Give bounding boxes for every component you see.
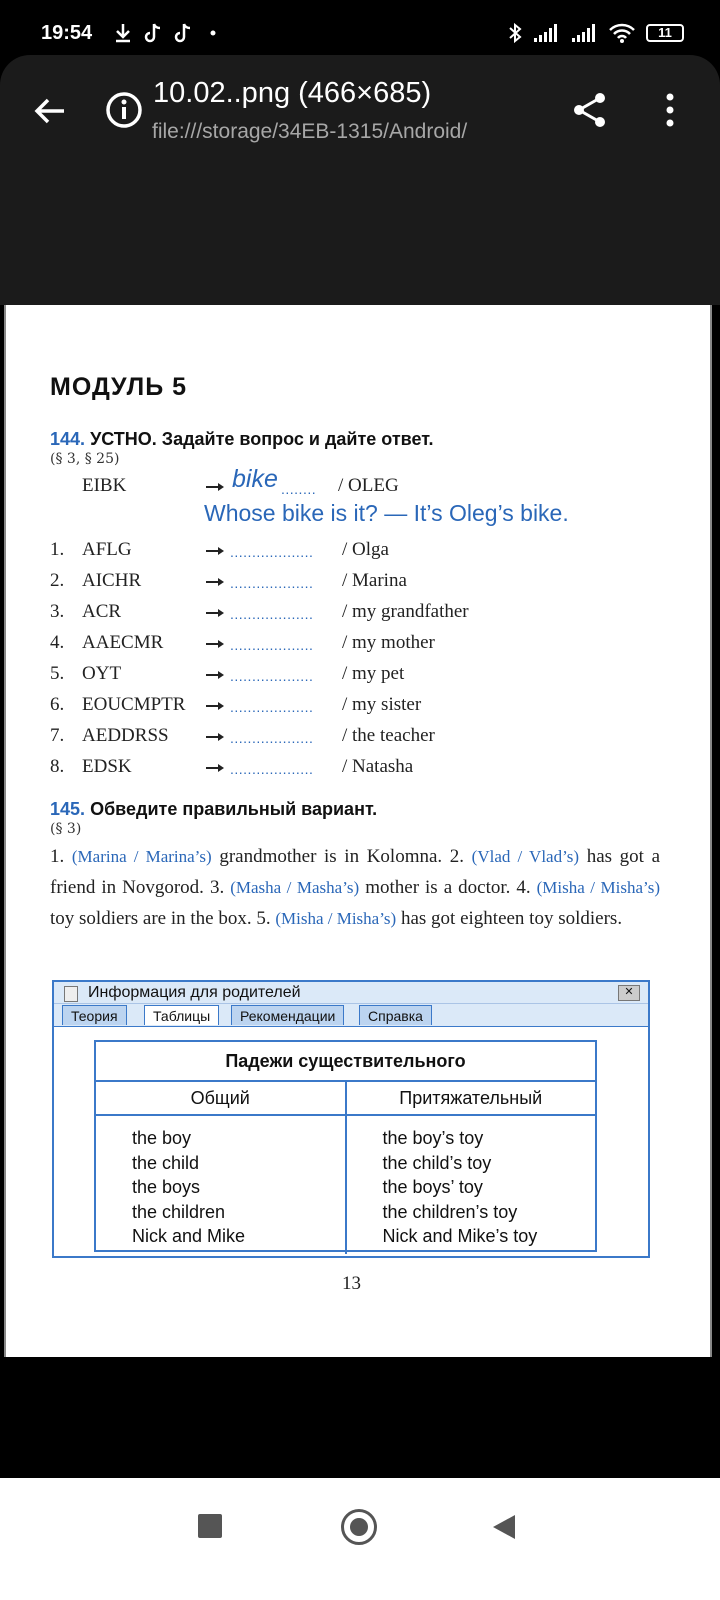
example-sentence: Whose bike is it? — It’s Oleg’s bike.: [204, 500, 569, 526]
row-number: 7.: [50, 725, 65, 746]
table-header: [96, 1082, 595, 1116]
arrow-icon: [206, 581, 220, 583]
row-number: 6.: [50, 694, 65, 715]
close-icon: ✕: [618, 985, 640, 1001]
common-case-item: the children: [132, 1201, 226, 1222]
table-body: [96, 1116, 595, 1254]
tab-recommendations: Рекомендации: [231, 1005, 344, 1025]
wifi-icon: [608, 22, 636, 44]
row-word: AAECMR: [82, 632, 164, 653]
sentence-number: 3.: [209, 877, 225, 898]
row-blank: ...................: [230, 575, 314, 591]
exercise-144-ref: (§ 3, § 25): [50, 451, 120, 467]
exercise-144-heading: [50, 429, 433, 450]
row-number: 3.: [50, 601, 65, 622]
parents-info-box: [52, 980, 650, 1258]
signal-icon: [532, 23, 560, 43]
back-arrow-icon[interactable]: [30, 91, 70, 131]
possessive-column: [347, 1116, 596, 1254]
share-icon[interactable]: [570, 90, 610, 130]
info-tabs: [54, 1004, 648, 1027]
exercise-144-number: 144.: [50, 429, 86, 449]
sentence-number: 2.: [449, 846, 465, 867]
arrow-icon: [206, 674, 220, 676]
arrow-icon: [206, 550, 220, 552]
exercise-145-heading: [50, 799, 377, 820]
info-box-header: [54, 982, 648, 1004]
page-number: 13: [342, 1273, 361, 1294]
sentence-text: has got a friend in Novgorod.: [50, 846, 661, 898]
choice: (Masha / Masha’s): [230, 878, 360, 897]
choice: (Misha / Misha’s): [536, 878, 661, 897]
row-owner: / Natasha: [342, 756, 414, 777]
choice: (Misha / Misha’s): [275, 909, 397, 928]
common-case-item: the child: [132, 1152, 200, 1173]
exercise-144-title: УСТНО. Задайте вопрос и дайте ответ.: [90, 429, 434, 449]
sentence-text: has got eighteen toy soldiers.: [400, 908, 623, 929]
exercise-145-number: 145.: [50, 799, 86, 819]
row-word: AFLG: [82, 539, 132, 560]
sentence-number: 5.: [256, 908, 271, 929]
row-number: 8.: [50, 756, 65, 777]
column-common: Общий: [96, 1082, 347, 1114]
info-box-title: Информация для родителей: [88, 984, 301, 1001]
arrow-icon: [206, 705, 220, 707]
possessive-case-item: the children’s toy: [382, 1201, 518, 1222]
navigation-bar: [0, 1478, 720, 1600]
row-word: ACR: [82, 601, 122, 622]
tiktok-icon: [143, 22, 163, 44]
signal-icon-2: [570, 23, 598, 43]
common-case-item: the boy: [132, 1128, 192, 1148]
row-word: AICHR: [82, 570, 142, 591]
row-word: EDSK: [82, 756, 132, 777]
row-word: EOUCMPTR: [82, 694, 186, 715]
arrow-icon: [206, 643, 220, 645]
viewer-toolbar: [0, 55, 720, 305]
row-number: 5.: [50, 663, 65, 684]
back-button[interactable]: [493, 1515, 515, 1539]
common-case-item: the boys: [132, 1177, 201, 1197]
exercise-145-text: [50, 841, 660, 934]
common-column: [96, 1116, 347, 1254]
tab-theory: Теория: [62, 1005, 127, 1025]
example-answer: bike: [232, 465, 278, 493]
row-owner: / my sister: [342, 694, 422, 715]
recents-button[interactable]: [198, 1514, 222, 1538]
example-dots: ........: [281, 481, 317, 497]
row-word: AEDDRSS: [82, 725, 169, 746]
file-title: 10.02..png (466×685): [153, 77, 432, 109]
row-owner: / Olga: [342, 539, 389, 560]
sentence-text: mother is a doctor.: [365, 877, 511, 898]
row-blank: ...................: [230, 637, 314, 653]
row-blank: ...................: [230, 761, 314, 777]
table-title: Падежи существительного: [96, 1042, 595, 1082]
battery-icon: 11: [646, 24, 684, 42]
row-owner: / the teacher: [342, 725, 435, 746]
sentence-number: 4.: [516, 877, 531, 898]
download-icon: [113, 22, 133, 44]
file-path: file:///storage/34EB-1315/Android/: [152, 120, 468, 143]
example-owner: / OLEG: [338, 475, 399, 496]
choice: (Vlad / Vlad’s): [471, 847, 580, 866]
info-icon[interactable]: [104, 90, 144, 130]
row-owner: / Marina: [342, 570, 407, 591]
row-owner: / my grandfather: [342, 601, 469, 622]
image-viewer[interactable]: [4, 305, 712, 1357]
possessive-case-item: Nick and Mike’s toy: [382, 1226, 538, 1246]
arrow-icon: [206, 736, 220, 738]
noun-cases-table: [94, 1040, 597, 1252]
module-heading: МОДУЛЬ 5: [50, 373, 188, 401]
status-time: 19:54: [41, 22, 93, 44]
sentence-text: grandmother is in Kolomna.: [219, 846, 443, 867]
arrow-icon: [206, 612, 220, 614]
possessive-case-item: the child’s toy: [382, 1152, 492, 1173]
bluetooth-icon: [508, 22, 522, 44]
row-word: OYT: [82, 663, 122, 684]
dot-icon: [203, 22, 223, 44]
row-blank: ...................: [230, 544, 314, 560]
row-blank: ...................: [230, 606, 314, 622]
row-owner: / my pet: [342, 663, 405, 684]
choice: (Marina / Marina’s): [71, 847, 212, 866]
home-button[interactable]: [341, 1509, 377, 1545]
row-number: 4.: [50, 632, 65, 653]
row-blank: ...................: [230, 699, 314, 715]
row-number: 1.: [50, 539, 65, 560]
arrow-icon: [206, 486, 220, 488]
possessive-case-item: the boy’s toy: [382, 1128, 484, 1148]
exercise-145-title: Обведите правильный вариант.: [90, 799, 378, 819]
row-blank: ...................: [230, 730, 314, 746]
row-blank: ...................: [230, 668, 314, 684]
row-owner: / my mother: [342, 632, 435, 653]
tiktok-icon-2: [173, 22, 193, 44]
more-options-icon[interactable]: [660, 90, 680, 130]
example-word: EIBK: [82, 475, 127, 496]
tab-help: Справка: [359, 1005, 432, 1025]
possessive-case-item: the boys’ toy: [382, 1177, 483, 1197]
tab-tables: Таблицы: [144, 1005, 219, 1025]
sentence-text: toy soldiers are in the box.: [50, 908, 252, 929]
column-possessive: Притяжательный: [399, 1088, 543, 1108]
arrow-icon: [206, 767, 220, 769]
exercise-145-ref: (§ 3): [50, 821, 82, 837]
document-icon: [64, 986, 78, 1002]
common-case-item: Nick and Mike: [132, 1226, 246, 1246]
row-number: 2.: [50, 570, 65, 591]
sentence-number: 1.: [50, 846, 65, 867]
